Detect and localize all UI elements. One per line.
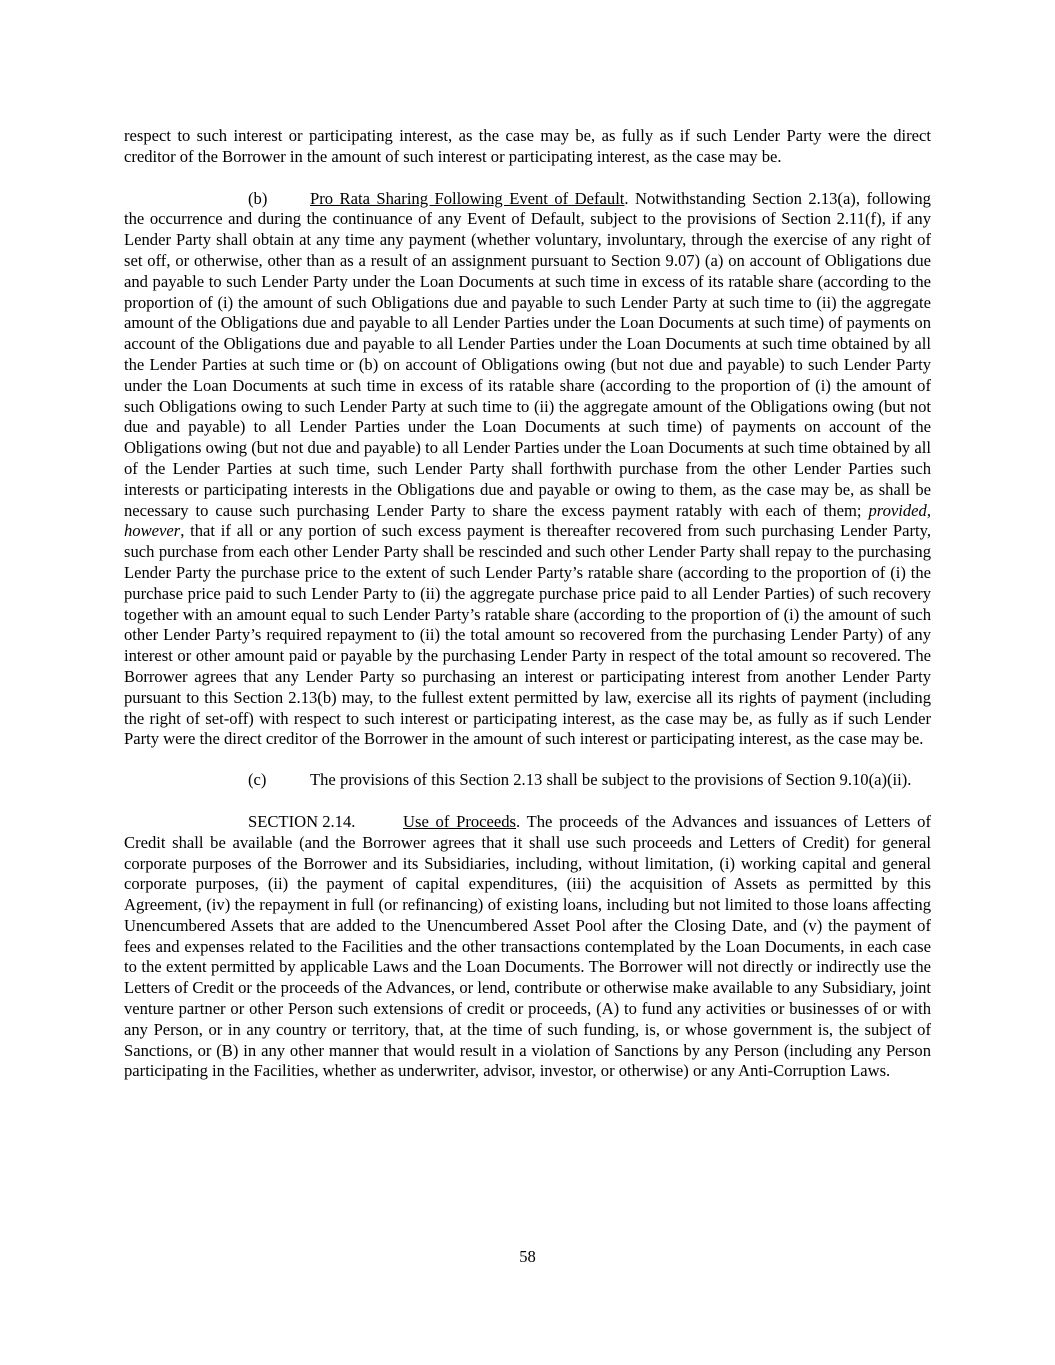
paragraph-c-label: (c) (248, 770, 267, 790)
italic-comma: , (926, 500, 931, 520)
section-2-14-label: SECTION 2.14. (248, 811, 356, 831)
paragraph-c-text: The provisions of this Section 2.13 shall be subject to the provisions of Section 9.10(a)(ii). (310, 770, 912, 790)
paragraph-b-heading: Pro Rata Sharing Following Event of Default (310, 188, 625, 208)
however-italic: however (124, 521, 181, 541)
section-2-14-heading: Use of Proceeds (403, 811, 517, 831)
paragraph-b-text: . Notwithstanding Section 2.13(a), following the occurrence and during the continuance of any Event of Default, subject to the provisions of Section 2.11(f), if any Lender Party shall obtain at any time any payment (whether voluntary, involuntary, through the exercise of any right of set off, or otherwise, other than as a result of an assignment pursuant to Section 9.07) (a) on account of Obligations due and payable to such Lender Party under the Loan Documents at such time in excess of its ratable share (according to the proportion of (i) the amount of such Obligations due and payable to such Lender Party at such time to (ii) the aggregate amount of the Obligations due and payable to all Lender Parties under the Loan Documents at such time) of payments on account of the Obligations due and payable to all Lender Parties under the Loan Documents at such time obtained by all the Lender Parties at such time or (b) on account of Obligations owing (but not due and payable) to such Lender Party under the Loan Documents at such time in excess of its ratable share (according to the proportion of (i) the amount of such Obligations owing to such Lender Party at such time to (ii) the aggregate amount of the Obligations owing (but not due and payable) to all Lender Parties under the Loan Documents at such time) of payments on account of the Obligations owing (but not due and payable) to all Lender Parties under the Loan Documents at such time obtained by all of the Lender Parties at such time, such Lender Party shall forthwith purchase from the other Lender Parties such interests or participating interests in the Obligations due and payable or owing to them, as the case may be, as shall be necessary to cause such purchasing Lender Party to share the excess payment ratably with each of them; (124, 188, 931, 520)
section-2-14 (124, 812, 931, 1082)
paragraph-b (124, 189, 931, 751)
page-number: 58 (519, 1247, 536, 1266)
document-page (124, 126, 931, 1082)
paragraph-c (124, 770, 931, 791)
provided-italic: provided (868, 500, 927, 520)
paragraph-b-label: (b) (248, 188, 268, 208)
section-2-14-text: . The proceeds of the Advances and issuances of Letters of Credit shall be available (and the Borrower agrees that it shall use such proceeds and Letters of Credit) for general corporate purposes of the Borrower and its Subsidiaries, including, without limitation, (i) working capital and general corporate purposes, (ii) the payment of capital expenditures, (iii) the acquisition of Assets as permitted by this Agreement, (iv) the repayment in full (or refinancing) of existing loans, including but not limited to those loans affecting Unencumbered Assets that are added to the Unencumbered Asset Pool after the Closing Date, and (v) the payment of fees and expenses related to the Facilities and the other transactions contemplated by the Loan Documents, in each case to the extent permitted by applicable Laws and the Loan Documents. The Borrower will not directly or indirectly use the Letters of Credit or the proceeds of the Advances, or lend, contribute or otherwise make available to any Subsidiary, joint venture partner or other Person such extensions of credit or proceeds, (A) to fund any activities or businesses of or with any Person, or in any country or territory, that, at the time of such funding, is, or whose government is, the subject of Sanctions, or (B) in any other manner that would result in a violation of Sanctions by any Person (including any Person participating in the Facilities, whether as underwriter, advisor, investor, or otherwise) or any Anti-Corruption Laws. (124, 811, 931, 1081)
paragraph-b-text-continued: , that if all or any portion of such excess payment is thereafter recovered from such purchasing Lender Party, such purchase from each other Lender Party shall be rescinded and such other Lender Party shall repay to the purchasing Lender Party the purchase price to the extent of such Lender Party’s ratable share (according to the proportion of (i) the purchase price paid to such Lender Party to (ii) the aggregate purchase price paid to all Lender Parties) of such recovery together with an amount equal to such Lender Party’s ratable share (according to the proportion of (i) the amount of such other Lender Party’s required repayment to (ii) the total amount so recovered from the purchasing Lender Party) of any interest or other amount paid or payable by the purchasing Lender Party in respect of the total amount so recovered. The Borrower agrees that any Lender Party so purchasing an interest or participating interest from another Lender Party pursuant to this Section 2.13(b) may, to the fullest extent permitted by law, exercise all its rights of payment (including the right of set-off) with respect to such interest or participating interest, as the case may be, as fully as if such Lender Party were the direct creditor of the Borrower in the amount of such interest or participating interest, as the case may be. (124, 521, 931, 749)
continuation-paragraph: respect to such interest or participating interest, as the case may be, as fully as if such Lender Party were the direct creditor of the Borrower in the amount of such interest or participating interest, as the case may be. (124, 126, 931, 166)
